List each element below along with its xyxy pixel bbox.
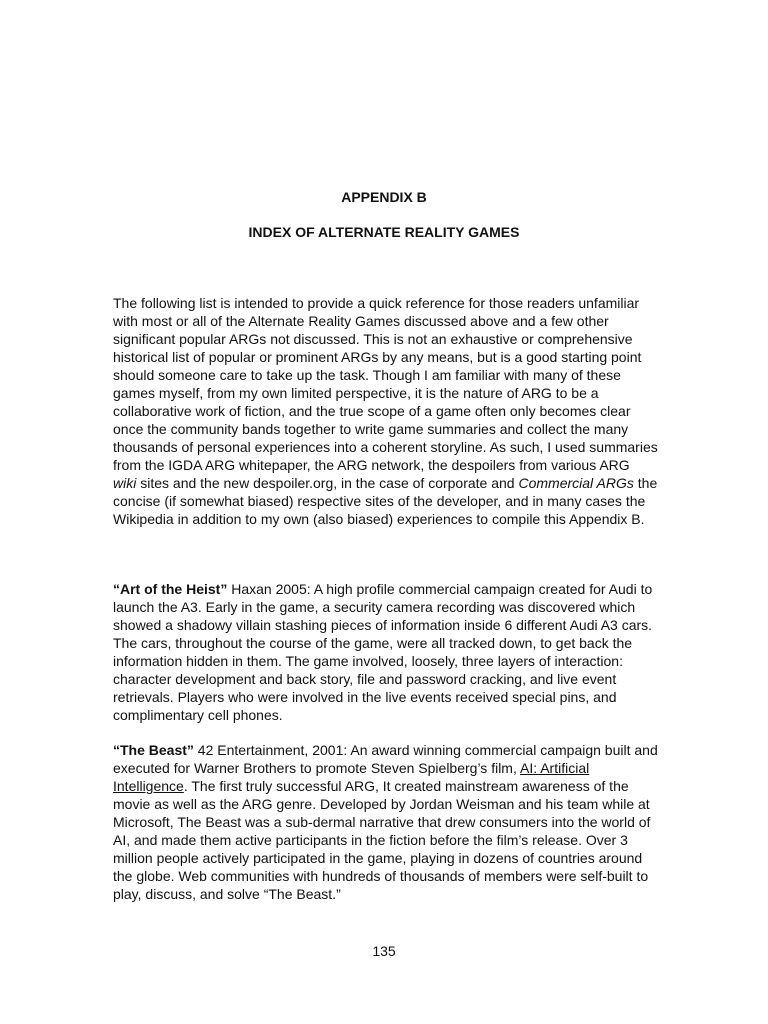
entry-line: showed a shadowy villain stashing pieces of information inside 6 different Audi A3 cars. xyxy=(113,617,653,633)
entry-line: retrievals. Players who were involved in the live events received special pins, and xyxy=(113,689,617,705)
entry-title: “The Beast” xyxy=(113,742,194,758)
intro-line: concise (if somewhat biased) respective sites of the developer, and in many cases the xyxy=(113,493,646,509)
entry-line xyxy=(113,741,703,759)
entry-line: play, discuss, and solve “The Beast.” xyxy=(113,886,341,902)
intro-text: the xyxy=(633,475,658,491)
intro-line: once the community bands together to write game summaries and collect the many xyxy=(113,421,629,437)
entry-line: launch the A3. Early in the game, a security camera recording was discovered which xyxy=(113,599,636,615)
entry-line: AI, and made them active participants in the fiction before the film’s release. Over 3 xyxy=(113,832,628,848)
entry-line: the globe. Web communities with hundreds of thousands of members were self-built to xyxy=(113,868,649,884)
intro-line: The following list is intended to provide a quick reference for those readers unfamiliar xyxy=(113,295,640,311)
entry-line: movie as well as the ARG genre. Developed by Jordan Weisman and his team while at xyxy=(113,796,650,812)
intro-line: significant popular ARGs not discussed. This is not an exhaustive or comprehensive xyxy=(113,331,633,347)
entry-line: character development and back story, file and password cracking, and live event xyxy=(113,671,617,687)
entry-art-of-the-heist xyxy=(113,580,703,724)
intro-line: historical list of popular or prominent ARGs by any means, but is a good starting point xyxy=(113,349,642,365)
page-number: 135 xyxy=(372,943,396,959)
intro-line: collaborative work of fiction, and the true scope of a game often only becomes clear xyxy=(113,403,631,419)
entry-the-beast xyxy=(113,741,703,903)
intro-line: should someone care to take up the task. Though I am familiar with many of these xyxy=(113,367,621,383)
entry-title: “Art of the Heist” xyxy=(113,581,228,597)
wiki-term: wiki xyxy=(113,475,137,491)
entry-line: million people actively participated in the game, playing in dozens of countries around xyxy=(113,850,643,866)
entry-text: 42 Entertainment, 2001: An award winning commercial campaign built and xyxy=(193,742,658,758)
intro-paragraph xyxy=(113,294,703,528)
entry-line: The cars, throughout the course of the game, were all tracked down, to get back the xyxy=(113,635,633,651)
index-title: INDEX OF ALTERNATE REALITY GAMES xyxy=(248,224,520,240)
entry-line: complimentary cell phones. xyxy=(113,707,283,723)
intro-text: sites and the new despoiler.org, in the case of corporate and xyxy=(136,475,519,491)
intro-line xyxy=(113,474,703,492)
commercial-args-term: Commercial ARGs xyxy=(518,475,634,491)
entry-line: information hidden in them. The game involved, loosely, three layers of interaction: xyxy=(113,653,623,669)
entry-text: Haxan 2005: A high profile commercial campaign created for Audi to xyxy=(227,581,653,597)
intro-line: games myself, from my own limited perspective, it is the nature of ARG to be a xyxy=(113,385,599,401)
intro-line: thousands of personal experiences into a coherent storyline. As such, I used summaries xyxy=(113,439,658,455)
appendix-title: APPENDIX B xyxy=(341,189,427,205)
film-title: AI: Artificial xyxy=(519,760,590,776)
intro-line: with most or all of the Alternate Reality Games discussed above and a few other xyxy=(113,313,609,329)
entry-line xyxy=(113,759,703,777)
intro-line: Wikipedia in addition to my own (also biased) experiences to compile this Appendix B. xyxy=(113,511,645,527)
intro-line: from the IGDA ARG whitepaper, the ARG network, the despoilers from various ARG xyxy=(113,457,630,473)
entry-text: . The first truly successful ARG, It created mainstream awareness of the xyxy=(183,778,629,794)
entry-line xyxy=(113,777,703,795)
entry-line xyxy=(113,580,703,598)
entry-text: executed for Warner Brothers to promote Steven Spielberg’s film, xyxy=(113,760,520,776)
film-title: Intelligence xyxy=(113,778,184,794)
entry-line: Microsoft, The Beast was a sub-dermal narrative that drew consumers into the world of xyxy=(113,814,651,830)
